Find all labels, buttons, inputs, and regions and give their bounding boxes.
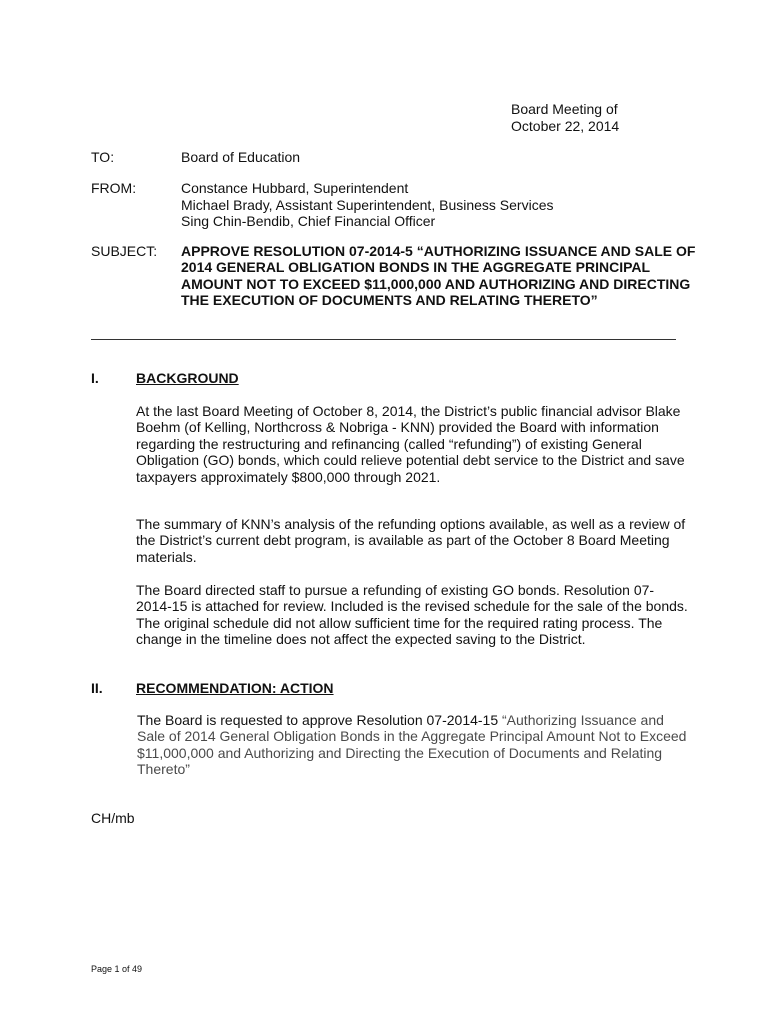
from-line: Sing Chin-Bendib, Chief Financial Officer [181,213,436,229]
page-number: Page 1 of 49 [91,964,143,974]
meeting-date-block [511,101,619,135]
background-paragraph-3: The Board directed staff to pursue a refunding of existing GO bonds. Resolution 07-2014-15 is attached for review. Included is the revised schedule for the sale of the bonds. The original schedule did not allow sufficient time for the required rating process. The change in the timeline does not affect the expected saving to the District. [136,582,688,648]
subject-label: SUBJECT: [91,243,158,259]
to-value: Board of Education [181,149,301,165]
section-2-number: II. [91,680,103,696]
to-label: TO: [91,149,115,165]
author-initials: CH/mb [91,810,135,826]
divider-rule [91,339,676,340]
section-1-title: BACKGROUND [136,370,239,386]
subject-text: APPROVE RESOLUTION 07-2014-5 “AUTHORIZING ISSUANCE AND SALE OF 2014 GENERAL OBLIGATION BONDS IN THE AGGREGATE PRINCIPAL AMOUNT NOT TO EXCEED $11,000,000 AND AUTHORIZING AND DIRECTING THE EXECUTION OF DOCUMENTS AND RELATING THERETO” [181,243,696,309]
section-2-title: RECOMMENDATION: ACTION [136,680,334,696]
background-paragraph-2: The summary of KNN’s analysis of the refunding options available, as well as a review of the District’s current debt program, is available as part of the October 8 Board Meeting materials. [136,516,686,565]
recommendation-lead: The Board is requested to approve Resolution 07-2014-15 [137,712,499,728]
meeting-line-2: October 22, 2014 [511,118,620,134]
from-label: FROM: [91,180,137,196]
recommendation-quote: “Authorizing Issuance and Sale of 2014 General Obligation Bonds in the Aggregate Principal Amount Not to Exceed $11,000,000 and Authorizing and Directing the Execution of Documents and Relating Thereto” [137,712,687,778]
from-block [181,180,553,230]
from-line: Michael Brady, Assistant Superintendent, Business Services [181,196,554,213]
background-paragraph-1: At the last Board Meeting of October 8, 2014, the District’s public financial advisor Blake Boehm (of Kelling, Northcross & Nobriga - KNN) provided the Board with information regarding the restructuring and refinancing (called “refunding”) of existing General Obligation (GO) bonds, which could relieve potential debt service to the District and save taxpayers approximately $800,000 through 2021. [136,403,685,485]
meeting-line-1: Board Meeting of [511,101,618,117]
recommendation-paragraph [137,712,689,778]
section-1-number: I. [91,370,99,386]
from-line: Constance Hubbard, Superintendent [181,180,409,196]
